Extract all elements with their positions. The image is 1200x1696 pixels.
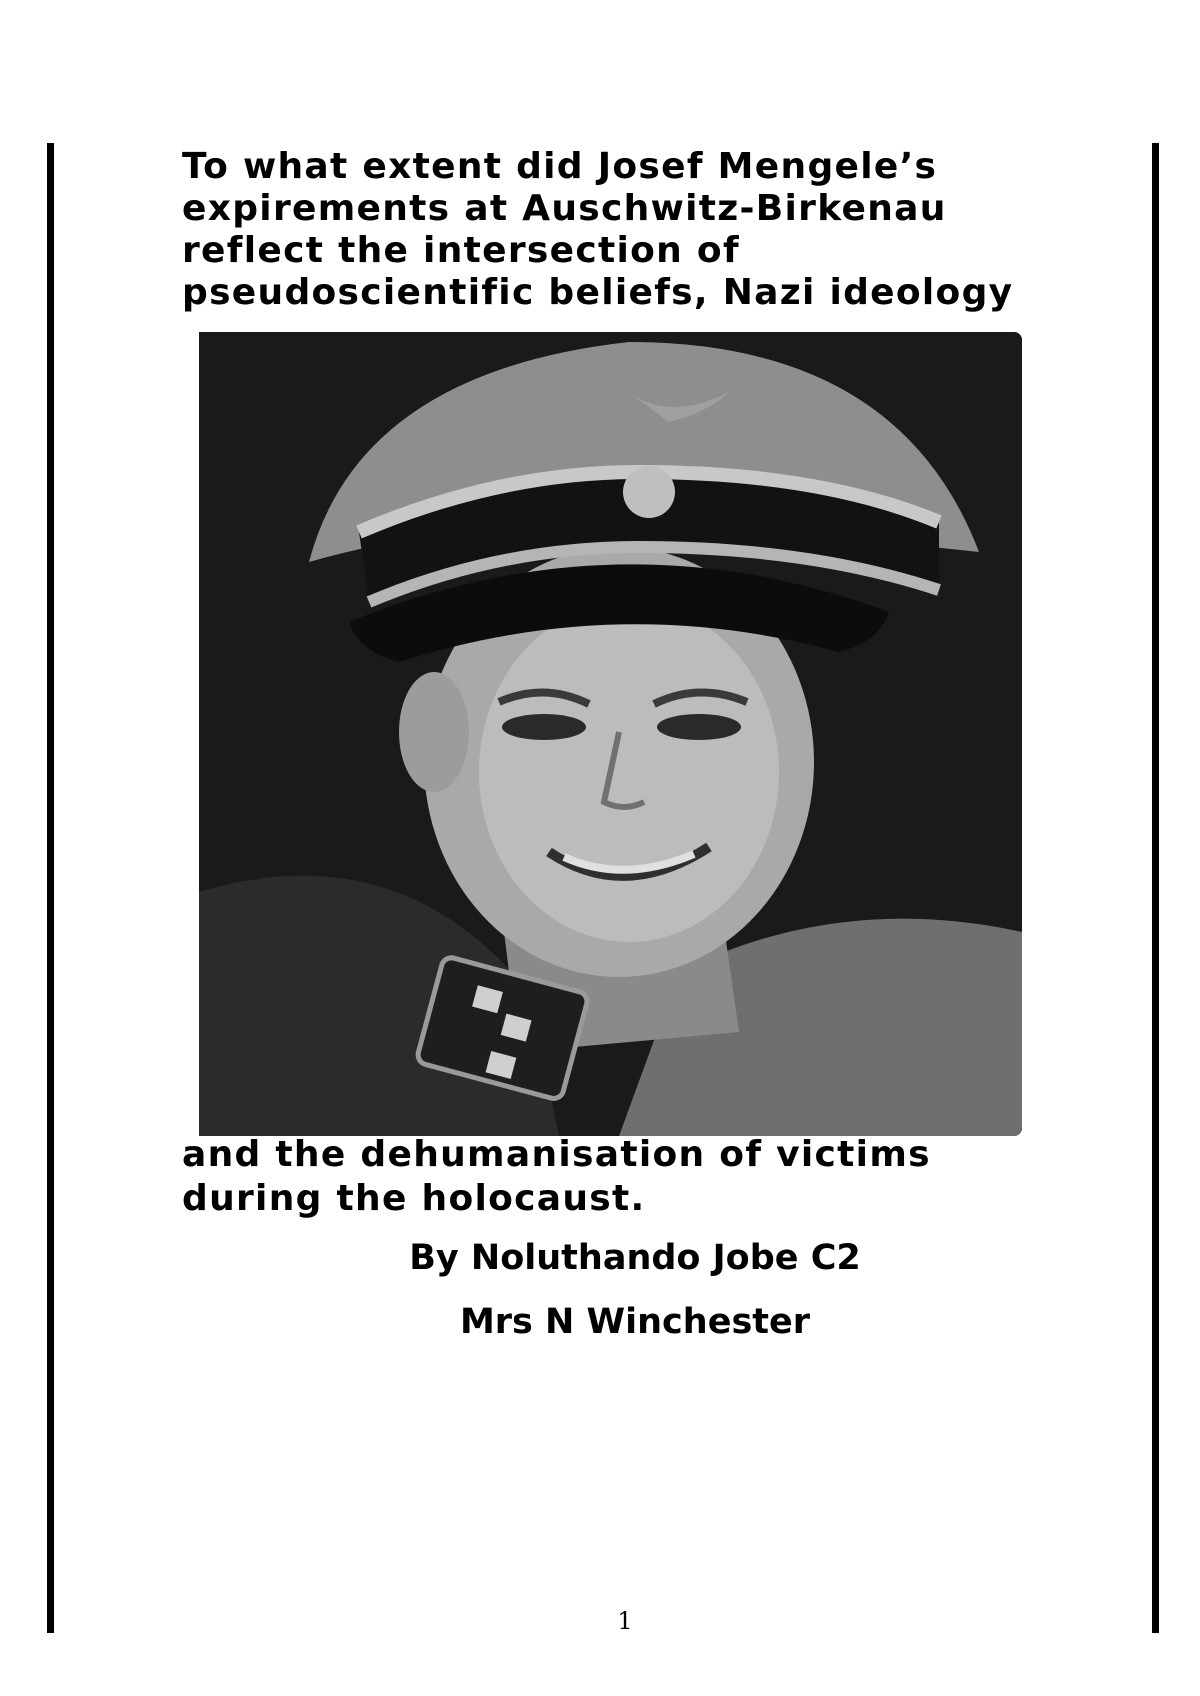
portrait-illustration	[199, 332, 1022, 1136]
title-line: during the holocaust.	[182, 1178, 646, 1219]
title-line: expirements at Auschwitz-Birkenau	[182, 188, 947, 229]
title-continuation	[182, 1133, 1062, 1221]
title-line: pseudoscientific beliefs, Nazi ideology	[182, 272, 1014, 313]
essay-title	[182, 146, 1062, 314]
author-line: By Noluthando Jobe C2	[409, 1238, 861, 1278]
right-border-rule	[1152, 143, 1159, 1633]
left-border-rule	[47, 143, 54, 1633]
title-line: and the dehumanisation of victims	[182, 1134, 931, 1175]
title-line: reflect the intersection of	[182, 230, 740, 271]
page-number: 1	[617, 1607, 633, 1635]
title-line: To what extent did Josef Mengele’s	[182, 146, 938, 187]
teacher-line: Mrs N Winchester	[459, 1302, 811, 1342]
portrait-photo	[199, 332, 1022, 1136]
